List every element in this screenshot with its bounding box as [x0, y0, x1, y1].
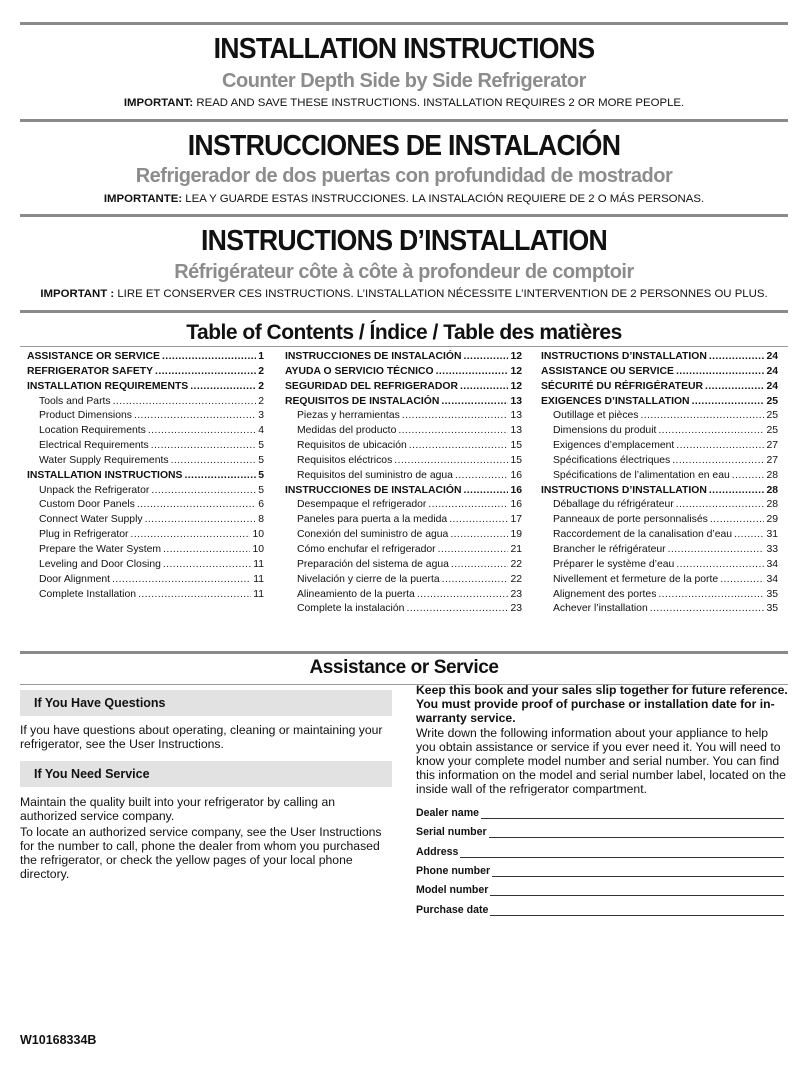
toc-entry-page: 5 [258, 484, 264, 496]
toc-leader-dots [705, 380, 764, 395]
toc-column-spanish [285, 350, 522, 617]
toc-entry-page: 24 [766, 380, 778, 392]
toc-entry-label: SEGURIDAD DEL REFRIGERADOR [285, 380, 458, 392]
toc-entry-label: Requisitos de ubicación [297, 440, 407, 452]
toc-entry-label: Prepare the Water System [39, 543, 162, 555]
info-field-line [460, 847, 784, 858]
french-important-label: IMPORTANT : [40, 288, 115, 300]
service-text-1: Maintain the quality built into your refrigerator by calling an authorized service company. [20, 795, 336, 823]
toc-entry [285, 469, 522, 484]
toc-entry-label: Raccordement de la canalisation d’eau [553, 529, 733, 541]
info-field [416, 805, 784, 819]
toc-entry [285, 395, 522, 410]
info-field [416, 863, 784, 877]
assistance-title: Assistance or Service [309, 657, 499, 678]
toc-entry-label: Conexión del suministro de agua [297, 529, 449, 541]
toc-leader-dots [460, 380, 508, 395]
info-field [416, 824, 784, 838]
toc-leader-dots [436, 365, 509, 380]
toc-entry-label: Leveling and Door Closing [39, 558, 161, 570]
toc-entry-page: 8 [258, 514, 264, 526]
info-field-line [481, 808, 784, 819]
toc-entry [285, 543, 522, 558]
toc-entry-label: Requisitos del suministro de agua [297, 469, 453, 481]
toc-leader-dots [668, 543, 765, 558]
toc-entry [541, 484, 778, 499]
toc-leader-dots [151, 439, 256, 454]
toc-entry [27, 439, 264, 454]
toc-leader-dots [720, 573, 764, 588]
questions-heading: If You Have Questions [20, 690, 392, 716]
toc-entry [27, 365, 264, 380]
toc-entry [541, 513, 778, 528]
toc-entry-page: 15 [510, 454, 522, 466]
toc-leader-dots [640, 409, 764, 424]
toc-leader-dots [441, 395, 508, 410]
toc-entry-page: 16 [510, 484, 522, 496]
french-subtitle: Réfrigérateur côte à côte à profondeur de comptoir [174, 261, 634, 283]
toc-entry-page: 24 [766, 351, 778, 362]
toc-entry-label: Dimensions du produit [553, 425, 657, 437]
toc-entry [27, 380, 264, 395]
toc-entry-label: Unpack the Refrigerator [39, 484, 150, 496]
info-field-label: Purchase date [416, 903, 489, 916]
toc-entry-page: 2 [258, 365, 264, 377]
toc-entry-page: 29 [766, 514, 778, 526]
toc-column-english [27, 350, 264, 602]
toc-entry [285, 439, 522, 454]
toc-entry [27, 573, 264, 588]
toc-entry-label: INSTRUCCIONES DE INSTALACIÓN [285, 351, 462, 362]
toc-entry-page: 22 [510, 573, 522, 585]
english-subtitle: Counter Depth Side by Side Refrigerator [222, 70, 586, 92]
toc-leader-dots [650, 602, 765, 617]
toc-entry [285, 484, 522, 499]
toc-entry-page: 12 [510, 365, 522, 377]
toc-entry-page: 25 [766, 425, 778, 437]
rule-assistance [20, 651, 788, 654]
toc-entry [541, 365, 778, 380]
toc-entry [541, 498, 778, 513]
spanish-important [0, 193, 808, 205]
toc-entry-page: 2 [258, 395, 264, 407]
write-text: Write down the following information about your appliance to help you obtain assistance or service if you ever need it. You will need to know your complete model number and serial number. You can find this information on the model and serial number label, located on the inside wall of the refrigerator compartment. [416, 726, 786, 796]
info-field-label: Dealer name [416, 807, 480, 819]
toc-leader-dots [676, 558, 764, 573]
toc-entry-label: Water Supply Requirements [39, 454, 169, 466]
toc-entry [285, 602, 522, 617]
toc-leader-dots [455, 469, 508, 484]
toc-leader-dots [131, 528, 251, 543]
toc-entry-page: 5 [258, 454, 264, 466]
toc-entry-page: 11 [253, 558, 264, 570]
keep-text: Keep this book and your sales slip together for future reference. You must provide proof of purchase or installation date for in-warranty service. [416, 683, 788, 725]
french-important [0, 288, 808, 300]
toc-entry [27, 528, 264, 543]
toc-entry-label: Piezas y herramientas [297, 410, 400, 422]
toc-leader-dots [138, 588, 251, 603]
toc-entry [541, 558, 778, 573]
toc-entry-label: Déballage du réfrigérateur [553, 499, 674, 511]
toc-entry [541, 395, 778, 410]
toc-leader-dots [398, 424, 508, 439]
spanish-important-label: IMPORTANTE: [103, 193, 183, 205]
toc-entry-page: 19 [510, 529, 522, 541]
french-title: INSTRUCTIONS D’INSTALLATION [200, 225, 607, 257]
toc-entry-label: INSTRUCTIONS D’INSTALLATION [541, 351, 707, 362]
info-field-line [490, 905, 784, 916]
toc-entry [27, 558, 264, 573]
toc-entry [541, 528, 778, 543]
toc-leader-dots [190, 380, 256, 395]
toc-entry-page: 10 [252, 529, 264, 541]
toc-entry-label: Spécifications de l’alimentation en eau [553, 469, 730, 481]
toc-entry-label: Custom Door Panels [39, 499, 135, 511]
toc-entry-label: Product Dimensions [39, 410, 132, 422]
toc-entry [541, 543, 778, 558]
toc-leader-dots [463, 350, 508, 365]
toc-entry-label: REFRIGERATOR SAFETY [27, 365, 154, 377]
toc-entry-page: 15 [510, 440, 522, 452]
toc-entry [285, 558, 522, 573]
toc-entry [285, 573, 522, 588]
toc-entry-page: 17 [510, 514, 522, 526]
toc-entry-label: Paneles para puerta a la medida [297, 514, 448, 526]
info-field-line [489, 827, 784, 838]
toc-entry-label: Achever l’installation [553, 603, 648, 615]
toc-entry [285, 498, 522, 513]
toc-entry-label: Medidas del producto [297, 425, 397, 437]
toc-leader-dots [155, 365, 256, 380]
toc-entry [27, 424, 264, 439]
toc-entry [285, 409, 522, 424]
toc-entry-page: 23 [510, 603, 522, 615]
toc-entry-page: 12 [510, 351, 522, 362]
spanish-important-text: LEA Y GUARDE ESTAS INSTRUCCIONES. LA INSTALACIÓN REQUIERE DE 2 O MÁS PERSONAS. [182, 193, 705, 205]
toc-entry-page: 16 [510, 469, 522, 481]
toc-entry-label: Exigences d’emplacement [553, 440, 675, 452]
info-field-label: Model number [416, 884, 489, 897]
toc-entry-label: Brancher le réfrigérateur [553, 543, 666, 555]
toc-leader-dots [417, 588, 509, 603]
english-important-text: READ AND SAVE THESE INSTRUCTIONS. INSTALLATION REQUIRES 2 OR MORE PEOPLE. [193, 97, 685, 109]
toc-entry-label: Connect Water Supply [39, 514, 143, 526]
toc-entry-page: 4 [258, 425, 264, 437]
toc-entry [27, 484, 264, 499]
toc-rule [20, 346, 788, 347]
toc-entry [541, 573, 778, 588]
toc-entry-page: 28 [766, 469, 778, 481]
toc-entry-page: 21 [510, 543, 522, 555]
document-number: W10168334B [20, 1033, 97, 1047]
toc-entry-label: Alignement des portes [553, 588, 657, 600]
toc-entry [541, 380, 778, 395]
toc-leader-dots [134, 409, 256, 424]
toc-entry [27, 350, 264, 365]
toc-entry [541, 602, 778, 617]
toc-entry [541, 439, 778, 454]
toc-entry [541, 424, 778, 439]
toc-entry-label: INSTRUCCIONES DE INSTALACIÓN [285, 484, 462, 496]
toc-entry [27, 543, 264, 558]
toc-leader-dots [113, 395, 257, 410]
toc-leader-dots [145, 513, 257, 528]
toc-leader-dots [449, 513, 508, 528]
toc-leader-dots [463, 484, 508, 499]
toc-entry-page: 6 [258, 499, 264, 511]
toc-entry-page: 35 [766, 588, 778, 600]
toc-leader-dots [151, 484, 256, 499]
toc-leader-dots [672, 454, 764, 469]
toc-entry-page: 3 [258, 410, 264, 422]
toc-leader-dots [676, 439, 764, 454]
toc-entry [27, 454, 264, 469]
info-field-line [492, 866, 784, 877]
toc-entry [285, 424, 522, 439]
toc-entry [541, 454, 778, 469]
info-field-label: Address [416, 845, 459, 858]
toc-leader-dots [709, 350, 765, 365]
toc-entry-page: 5 [258, 469, 264, 481]
toc-entry-page: 13 [510, 410, 522, 422]
toc-entry-label: Door Alignment [39, 573, 111, 585]
toc-entry-page: 2 [258, 380, 264, 392]
service-text-2: To locate an authorized service company, see the User Instructions for the number to call, phone the dealer from whom you purchased the refrigerator, or check the yellow pages of your local phone directory. [20, 825, 382, 881]
toc-entry-label: Tools and Parts [39, 395, 111, 407]
toc-entry-page: 11 [253, 588, 264, 600]
toc-entry-page: 11 [253, 573, 264, 585]
service-heading: If You Need Service [20, 761, 392, 787]
info-field [416, 844, 784, 858]
toc-entry-page: 24 [766, 365, 778, 377]
toc-entry [27, 409, 264, 424]
toc-entry-label: Electrical Requirements [39, 440, 149, 452]
toc-entry-page: 35 [766, 603, 778, 615]
toc-leader-dots [112, 573, 251, 588]
toc-entry-page: 34 [766, 573, 778, 585]
toc-entry-label: Outillage et pièces [553, 410, 639, 422]
toc-leader-dots [676, 365, 764, 380]
toc-entry [27, 395, 264, 410]
toc-entry-page: 31 [766, 529, 778, 541]
toc-entry-label: ASSISTANCE OR SERVICE [27, 351, 160, 362]
toc-leader-dots [163, 543, 250, 558]
toc-entry-page: 28 [766, 484, 778, 496]
toc-entry-page: 27 [766, 440, 778, 452]
toc-entry-label: AYUDA O SERVICIO TÉCNICO [285, 365, 434, 377]
toc-entry-label: INSTRUCTIONS D’INSTALLATION [541, 484, 707, 496]
toc-entry [27, 513, 264, 528]
toc-entry-label: Plug in Refrigerator [39, 529, 129, 541]
toc-leader-dots [450, 528, 508, 543]
toc-leader-dots [734, 528, 764, 543]
toc-entry-page: 13 [510, 425, 522, 437]
toc-leader-dots [394, 454, 508, 469]
toc-leader-dots [402, 409, 509, 424]
info-field [416, 882, 784, 896]
toc-entry-page: 5 [258, 440, 264, 452]
toc-entry-page: 13 [510, 395, 522, 407]
toc-entry [285, 380, 522, 395]
toc-leader-dots [428, 498, 508, 513]
rule-spanish-french [20, 214, 788, 217]
toc-entry [541, 469, 778, 484]
toc-entry-label: Complete la instalación [297, 603, 405, 615]
toc-entry-label: Cómo enchufar el refrigerador [297, 543, 436, 555]
info-field [416, 902, 784, 916]
toc-entry [27, 588, 264, 603]
toc-entry-label: Panneaux de porte personnalisés [553, 514, 708, 526]
toc-entry [27, 469, 264, 484]
toc-entry-page: 16 [510, 499, 522, 511]
toc-entry-label: EXIGENCES D’INSTALLATION [541, 395, 690, 407]
toc-entry-label: Preparación del sistema de agua [297, 558, 449, 570]
toc-leader-dots [171, 454, 257, 469]
toc-leader-dots [709, 484, 765, 499]
toc-leader-dots [163, 558, 251, 573]
toc-entry [285, 588, 522, 603]
toc-entry-page: 25 [766, 395, 778, 407]
toc-entry-label: INSTALLATION INSTRUCTIONS [27, 469, 183, 481]
toc-leader-dots [732, 469, 765, 484]
toc-entry [27, 498, 264, 513]
toc-leader-dots [451, 558, 509, 573]
toc-entry [285, 454, 522, 469]
toc-entry [285, 528, 522, 543]
toc-entry [285, 350, 522, 365]
english-important-label: IMPORTANT: [123, 97, 194, 109]
toc-leader-dots [676, 498, 765, 513]
rule-english-spanish [20, 119, 788, 122]
toc-leader-dots [710, 513, 765, 528]
toc-entry-page: 28 [766, 499, 778, 511]
info-field-label: Serial number [416, 826, 487, 839]
toc-entry-label: Alineamiento de la puerta [297, 588, 415, 600]
toc-entry-label: Requisitos eléctricos [297, 454, 393, 466]
toc-entry [541, 588, 778, 603]
questions-text: If you have questions about operating, cleaning or maintaining your refrigerator, see the User Instructions. [20, 723, 383, 751]
toc-entry-page: 23 [510, 588, 522, 600]
toc-leader-dots [148, 424, 256, 439]
toc-entry-label: SÉCURITÉ DU RÉFRIGÉRATEUR [541, 380, 704, 392]
french-important-text: LIRE ET CONSERVER CES INSTRUCTIONS. L’INSTALLATION NÉCESSITE L’INTERVENTION DE 2 PERSONNES OU PLUS. [114, 288, 768, 300]
english-important [0, 97, 808, 109]
toc-entry [285, 365, 522, 380]
toc-entry-label: REQUISITOS DE INSTALACIÓN [285, 395, 440, 407]
toc-entry-label: ASSISTANCE OU SERVICE [541, 365, 674, 377]
toc-entry-label: Spécifications électriques [553, 454, 671, 466]
toc-column-french [541, 350, 778, 617]
toc-entry-label: Nivelación y cierre de la puerta [297, 573, 440, 585]
toc-entry-label: Complete Installation [39, 588, 137, 600]
toc-entry-page: 25 [766, 410, 778, 422]
toc-leader-dots [184, 469, 256, 484]
rule-french-toc [20, 310, 788, 313]
spanish-title: INSTRUCCIONES DE INSTALACIÓN [187, 130, 621, 162]
toc-leader-dots [692, 395, 765, 410]
toc-entry-page: 1 [258, 351, 264, 362]
spanish-subtitle: Refrigerador de dos puertas con profundidad de mostrador [135, 165, 673, 187]
toc-entry-page: 12 [510, 380, 522, 392]
toc-leader-dots [438, 543, 509, 558]
toc-leader-dots [406, 602, 508, 617]
toc-entry-label: Location Requirements [39, 425, 146, 437]
toc-entry [285, 513, 522, 528]
top-rule [20, 22, 788, 25]
toc-entry [541, 350, 778, 365]
english-title: INSTALLATION INSTRUCTIONS [213, 33, 595, 65]
toc-title: Table of Contents / Índice / Table des matières [186, 321, 622, 344]
toc-entry-page: 10 [252, 543, 264, 555]
toc-entry-label: Desempaque el refrigerador [297, 499, 427, 511]
info-field-label: Phone number [416, 864, 491, 877]
toc-leader-dots [409, 439, 509, 454]
info-field-line [490, 885, 784, 896]
toc-leader-dots [442, 573, 509, 588]
toc-entry-page: 22 [510, 558, 522, 570]
toc-entry-page: 27 [766, 454, 778, 466]
toc-entry-page: 34 [766, 558, 778, 570]
toc-leader-dots [162, 350, 256, 365]
toc-leader-dots [658, 588, 764, 603]
toc-leader-dots [137, 498, 256, 513]
toc-entry-label: INSTALLATION REQUIREMENTS [27, 380, 189, 392]
toc-entry-page: 33 [766, 543, 778, 555]
toc-entry-label: Préparer le système d’eau [553, 558, 675, 570]
toc-entry-label: Nivellement et fermeture de la porte [553, 573, 719, 585]
toc-leader-dots [658, 424, 764, 439]
toc-entry [541, 409, 778, 424]
